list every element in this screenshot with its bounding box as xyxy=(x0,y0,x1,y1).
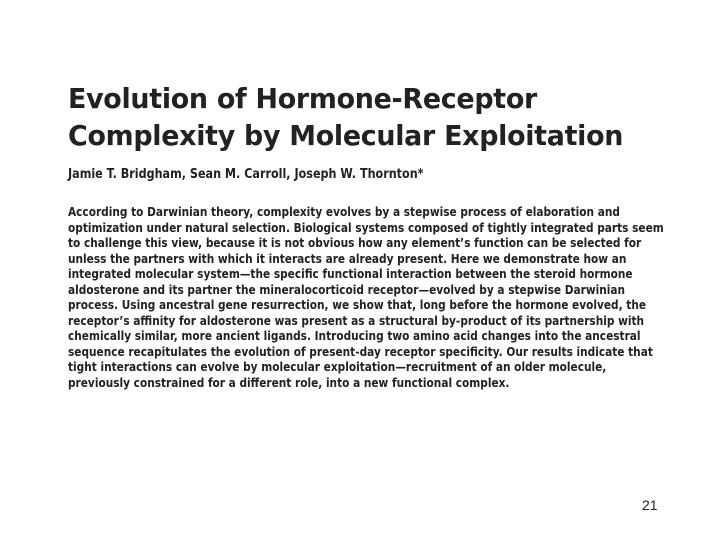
abstract-line: tight interactions can evolve by molecular exploitation—recruitment of an older molecule, xyxy=(68,359,607,374)
paper-title-line: Complexity by Molecular Exploitation xyxy=(68,119,624,152)
page-number: 21 xyxy=(642,497,658,513)
abstract-line: According to Darwinian theory, complexity evolves by a stepwise process of elaboration and xyxy=(68,204,620,219)
abstract-line: sequence recapitulates the evolution of present-day receptor specificity. Our results indicate that xyxy=(68,343,653,359)
paper-excerpt xyxy=(68,80,688,390)
abstract-line: aldosterone and its partner the mineralocorticoid receptor—evolved by a stepwise Darwinian xyxy=(68,281,626,297)
abstract-line: to challenge this view, because it is not obvious how any element’s function can be selected for xyxy=(68,235,642,250)
paper-title xyxy=(68,80,663,154)
paper-title-line: Evolution of Hormone-Receptor xyxy=(68,82,538,115)
abstract-line: optimization under natural selection. Biological systems composed of tightly integrated parts seem xyxy=(68,219,664,235)
abstract-line: integrated molecular system—the specific functional interaction between the steroid hormone xyxy=(68,266,633,281)
paper-abstract xyxy=(68,204,688,390)
paper-authors: Jamie T. Bridgham, Sean M. Carroll, Joseph W. Thornton* xyxy=(68,167,424,182)
abstract-line: process. Using ancestral gene resurrection, we show that, long before the hormone evolved, the xyxy=(68,297,647,312)
abstract-line: chemically similar, more ancient ligands. Introducing two amino acid changes into the ancestral xyxy=(68,328,641,343)
abstract-line: previously constrained for a different role, into a new functional complex. xyxy=(68,374,510,390)
abstract-line: receptor’s affinity for aldosterone was present as a structural by-product of its partnership with xyxy=(68,312,645,328)
abstract-line: unless the partners with which it interacts are already present. Here we demonstrate how an xyxy=(68,250,627,266)
